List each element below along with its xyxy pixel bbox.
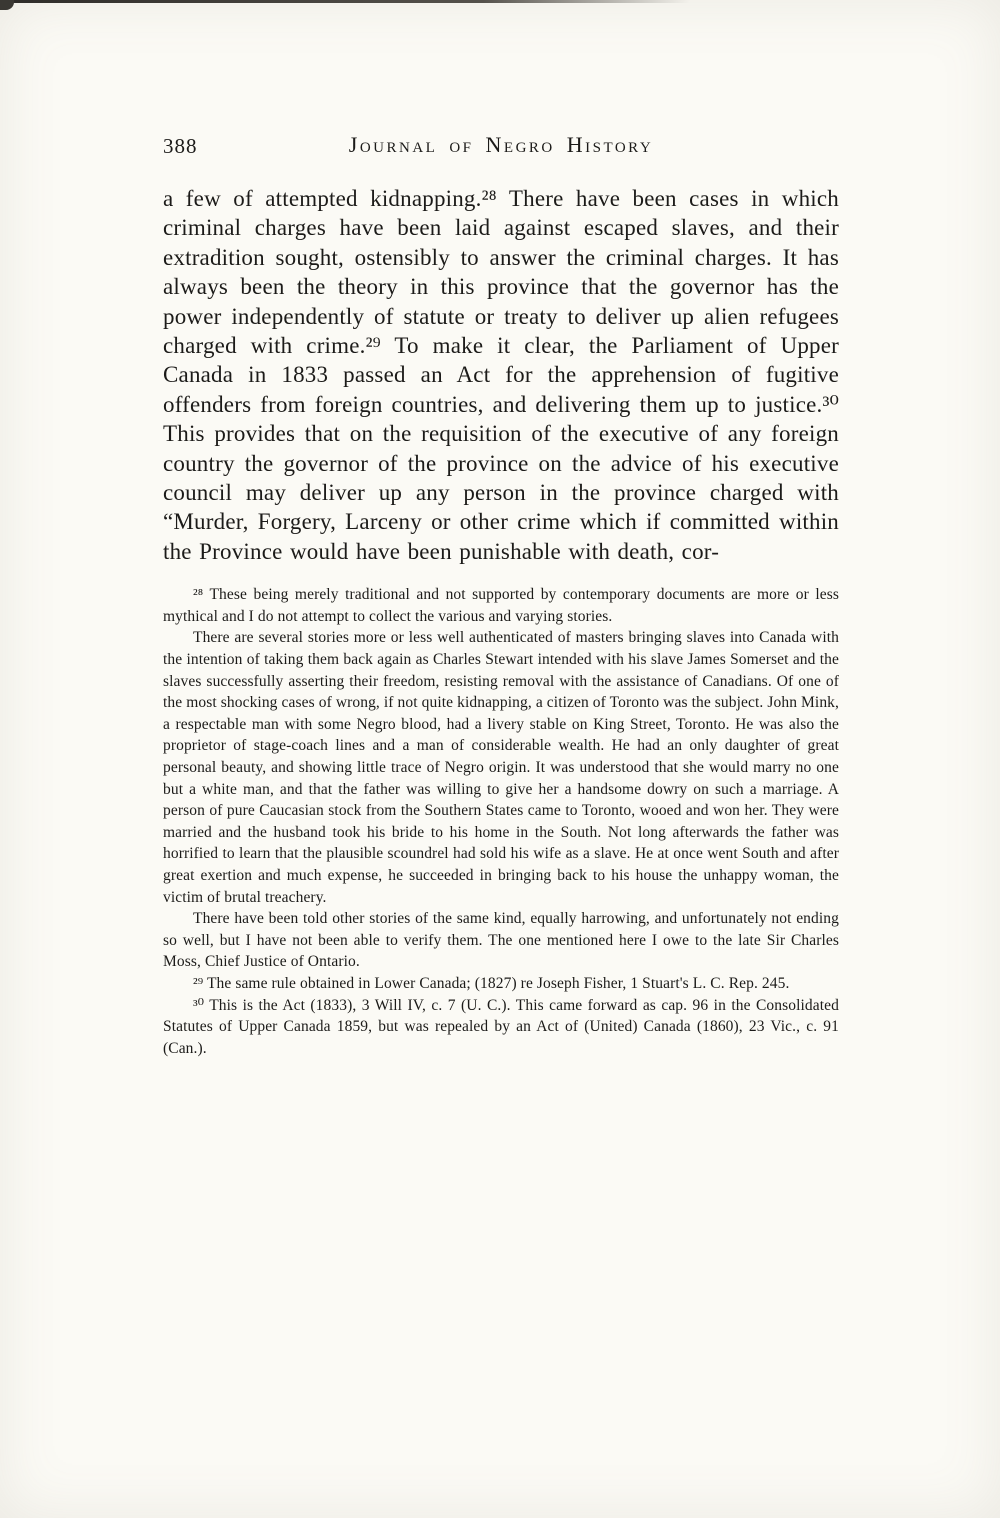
footnote-30-paragraph: ³⁰ This is the Act (1833), 3 Will IV, c. 7 (U. C.). This came forward as cap. 96 in the Consolidated Statutes of Upper Canada 1859, but was repealed by an Act of (United) Canada (1860), 23 Vic., c. 91 (Can.). [163, 996, 839, 1057]
footnote-29-paragraph: ²⁹ The same rule obtained in Lower Canada; (1827) re Joseph Fisher, 1 Stuart's L. C. Rep. 245. [193, 974, 790, 992]
running-head-title: Journal of Negro History [348, 132, 654, 157]
scan-artifact-top-edge [0, 0, 690, 3]
page-header [163, 132, 839, 162]
footnote-28-paragraph-1: ²⁸ These being merely traditional and not supported by contemporary documents are more or less mythical and I do not attempt to collect the various and varying stories. [163, 586, 839, 625]
page-content [163, 132, 839, 1059]
footnotes-section [163, 584, 839, 1059]
page-number: 388 [163, 134, 198, 158]
body-paragraph: a few of attempted kidnapping.²⁸ There have been cases in which criminal charges have been laid against escaped slaves, and their extradition sought, ostensibly to answer the criminal charges. It has always been the theory in this province that the governor has the power independently of statute or treaty to deliver up alien refugees charged with crime.²⁹ To make it clear, the Parliament of Upper Canada in 1833 passed an Act for the apprehension of fugitive offenders from foreign countries, and delivering them up to justice.³⁰ This provides that on the requisition of the executive of any foreign country the governor of the province on the advice of his executive council may deliver up any person in the province charged with “Murder, Forgery, Larceny or other crime which if committed within the Province would have been punishable with death, cor- [163, 186, 839, 564]
footnote-28-paragraph-3: There have been told other stories of the same kind, equally harrowing, and unfortunately not ending so well, but I have not been able to verify them. The one mentioned here I owe to the late Sir Charles Moss, Chief Justice of Ontario. [163, 910, 839, 971]
footnote-28-paragraph-2: There are several stories more or less well authenticated of masters bringing slaves into Canada with the intention of taking them back again as Charles Stewart intended with his slave James Somerset and the slaves successfully asserting their freedom, resisting removal with the assistance of Canadians. Of one of the most shocking cases of wrong, if not quite kidnapping, a citizen of Toronto was the subject. John Mink, a respectable man with some Negro blood, had a livery stable on King Street, Toronto. He was also the proprietor of stage-coach lines and a man of considerable wealth. He had an only daughter of great personal beauty, and showing little trace of Negro origin. It was understood that she would marry no one but a white man, and that the father was willing to give her a handsome dowry on such a marriage. A person of pure Caucasian stock from the Southern States came to Toronto, wooed and won her. They were married and the husband took his bride to his home in the South. Not long afterwards the father was horrified to learn that the plausible scoundrel had sold his wife as a slave. He at once went South and after great exertion and much expense, he succeeded in bringing back to his house the unhappy woman, the victim of brutal treachery. [163, 629, 839, 906]
scan-artifact-corner [0, 0, 14, 10]
